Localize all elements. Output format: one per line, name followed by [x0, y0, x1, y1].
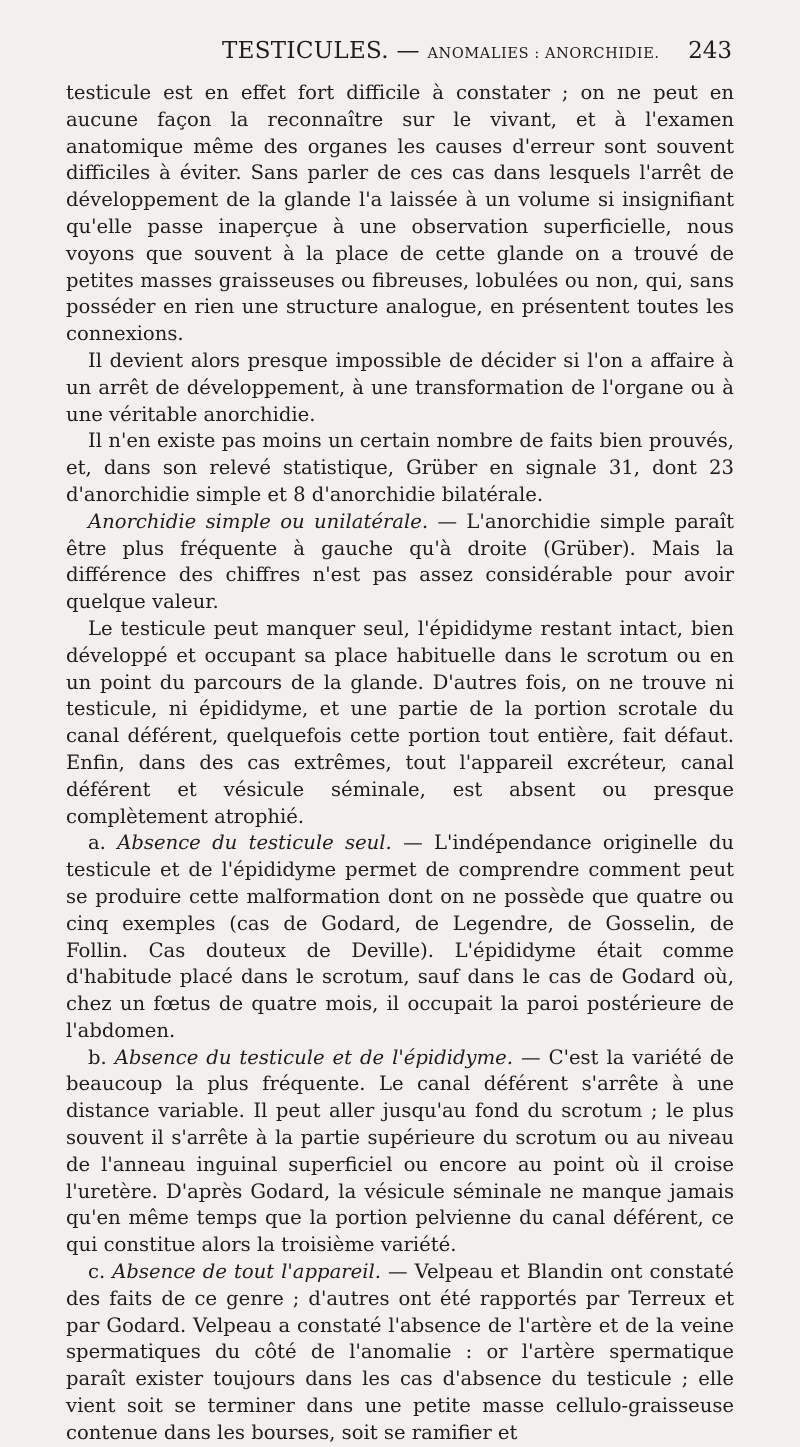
paragraph [66, 348, 734, 428]
paragraph-text: — L'anorchidie simple paraît être plus fréquente à gauche qu'à droite (Grüber). Mais la différence des chiffres n'est pas assez considérable pour avoir quelque valeur. [66, 509, 734, 614]
paragraph [66, 1045, 734, 1259]
paragraph-heading: Absence de tout l'appareil. [112, 1260, 381, 1284]
paragraph-text: testicule est en effet fort difficile à constater ; on ne peut en aucune façon la reconnaître sur le vivant, et à l'examen anatomique même des organes les causes d'erreur sont souvent difficiles à éviter. Sans parler de ces cas dans lesquels l'arrêt de développement de la glande l'a laissée à un volume si insignifiant qu'elle passe inaperçue à une observation superficielle, nous voyons que souvent à la place de cette glande on a trouvé de petites masses graisseuses ou fibreuses, lobulées ou non, qui, sans posséder en rien une structure analogue, en présentent toutes les connexions. [66, 81, 734, 346]
paragraph-text: b. [88, 1045, 115, 1069]
paragraph-text: Il n'en existe pas moins un certain nombre de faits bien prouvés, et, dans son relevé statistique, Grüber en signale 31, dont 23 d'anorchidie simple et 8 d'anorchidie bilatérale. [66, 429, 734, 506]
paragraph [66, 616, 734, 830]
paragraph-text: — L'indépendance originelle du testicule et de l'épididyme permet de comprendre comment peut se produire cette malformation dont on ne possède que quatre ou cinq exemples (cas de Godard, de Legendre, de Gosselin, de Follin. Cas douteux de Deville). L'épididyme était comme d'habitude placé dans le scrotum, sauf dans le cas de Godard où, chez un fœtus de quatre mois, il occupait la paroi postérieure de l'abdomen. [66, 831, 734, 1042]
paragraph [66, 428, 734, 508]
paragraph-text: c. [88, 1260, 113, 1284]
body-text [66, 80, 734, 1447]
paragraph-text: — Velpeau et Blandin ont constaté des faits de ce genre ; d'autres ont été rapportés par Terreux et par Godard. Velpeau a constaté l'absence de l'artère et de la veine spermatiques du côté de l'anomalie : or l'artère spermatique paraît exister toujours dans les cas d'absence du testicule ; elle vient soit se terminer dans une petite masse cellulo-graisseuse contenue dans les bourses, soit se ramifier et [66, 1260, 734, 1444]
page-number: 243 [688, 38, 732, 64]
paragraph-text: Le testicule peut manquer seul, l'épididyme restant intact, bien développé et occupant sa place habituelle dans le scrotum ou en un point du parcours de la glande. D'autres fois, on ne trouve ni testicule, ni épididyme, et une partie de la portion scrotale du canal déférent, quelquefois cette portion tout entière, fait défaut. Enfin, dans des cas extrêmes, tout l'appareil excréteur, canal déférent et vésicule séminale, est absent ou presque complètement atrophié. [66, 616, 734, 828]
paragraph-heading: Anorchidie simple ou unilatérale. [88, 509, 429, 533]
paragraph [66, 830, 734, 1044]
running-head [66, 38, 732, 72]
running-head-section: ANOMALIES : ANORCHIDIE. [427, 46, 660, 62]
paragraph-text: — C'est la variété de beaucoup la plus fréquente. Le canal déférent s'arrête à une distance variable. Il peut aller jusqu'au fond du scrotum ; le plus souvent il s'arrête à la partie supérieure du scrotum ou au niveau de l'anneau inguinal superficiel ou encore au point où il croise l'uretère. D'après Godard, la vésicule séminale ne manque jamais qu'en même temps que la portion pelvienne du canal déférent, ce qui constitue alors la troisième variété. [66, 1045, 734, 1257]
paragraph [66, 1259, 734, 1447]
paragraph-heading: Absence du testicule seul. [117, 831, 392, 855]
paragraph [66, 509, 734, 616]
paragraph-text: a. [88, 831, 118, 855]
paragraph-heading: Absence du testicule et de l'épididyme. [114, 1045, 514, 1069]
running-head-title: TESTICULES. — ANOMALIES : ANORCHIDIE. [222, 38, 660, 64]
paragraph [66, 80, 734, 348]
paragraph-text: Il devient alors presque impossible de décider si l'on a affaire à un arrêt de développement, à une transformation de l'organe ou à une véritable anorchidie. [66, 348, 734, 426]
